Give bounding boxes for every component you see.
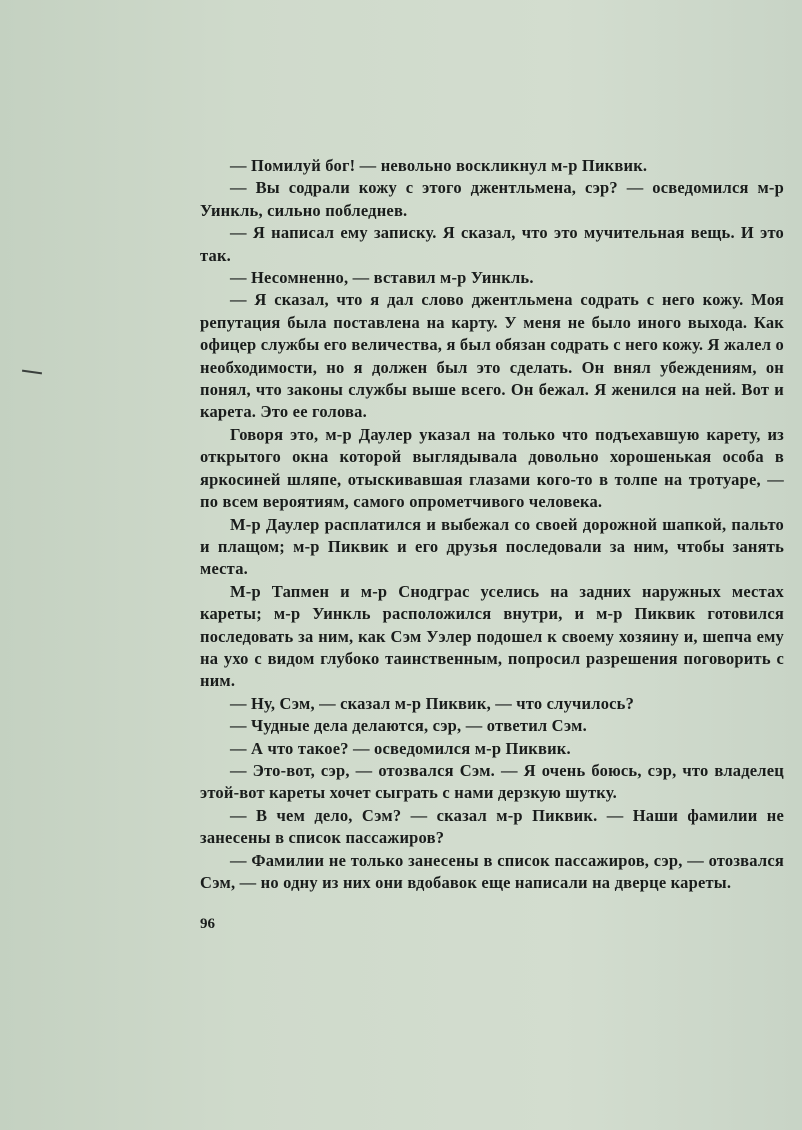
paragraph: — Ну, Сэм, — сказал м-р Пиквик, — что случилось? — [230, 693, 635, 713]
paragraph: — Я написал ему записку. Я сказал, что это мучительная вещь. И это так. — [200, 223, 784, 265]
paragraph: — Я сказал, что я дал слово джентльмена содрать с него кожу. Моя репутация была поставлена на карту. У меня не было иного выхода. Как офицер службы его величества, я был обязан содрать с него кожу. Я жалел о необходимости, но я должен был это сделать. Он внял убеждениям, он понял, что законы службы выше всего. Он бежал. Я женился на ней. Вот и карета. Это ее голова. — [200, 290, 784, 422]
paragraph: — Вы содрали кожу с этого джентльмена, сэр? — осведомился м-р Уинкль, сильно побледнев. — [200, 178, 784, 220]
margin-pencil-mark — [22, 370, 42, 375]
body-text — [200, 155, 784, 894]
paragraph: Говоря это, м-р Даулер указал на только что подъехавшую карету, из открытого окна которой выглядывала довольно хорошенькая особа в яркосиней шляпе, отыскивавшая глазами кого-то в толпе на тротуаре, — по всем вероятиям, самого опрометчивого человека. — [200, 424, 784, 512]
paragraph: — А что такое? — осведомился м-р Пиквик. — [230, 738, 571, 758]
paragraph: — Фамилии не только занесены в список пассажиров, сэр, — отозвался Сэм, — но одну из них они вдобавок еще написали на дверце кареты. — [200, 850, 784, 892]
paragraph: М-р Даулер расплатился и выбежал со своей дорожной шапкой, пальто и плащом; м-р Пиквик и его друзья последовали за ним, чтобы занять места. — [200, 514, 784, 579]
paragraph: — Помилуй бог! — невольно воскликнул м-р Пиквик. — [230, 156, 648, 175]
paragraph: — Несомненно, — вставил м-р Уинкль. — [230, 268, 534, 288]
paragraph: — Это-вот, сэр, — отозвался Сэм. — Я очень боюсь, сэр, что владелец этой-вот кареты хочет сыграть с нами дерзкую шутку. — [200, 760, 784, 803]
paragraph: — Чудные дела делаются, сэр, — ответил Сэм. — [230, 716, 587, 736]
paragraph: М-р Тапмен и м-р Снодграс уселись на задних наружных местах кареты; м-р Уинкль расположился внутри, и м-р Пиквик готовился последовать за ним, как Сэм Уэлер подошел к своему хозяину и, шепча ему на ухо с видом глубоко таинственным, попросил разрешения поговорить с ним. — [200, 581, 784, 691]
page-number: 96 — [200, 916, 215, 932]
paragraph: — В чем дело, Сэм? — сказал м-р Пиквик. — Наши фамилии не занесены в список пассажиров? — [200, 805, 784, 848]
